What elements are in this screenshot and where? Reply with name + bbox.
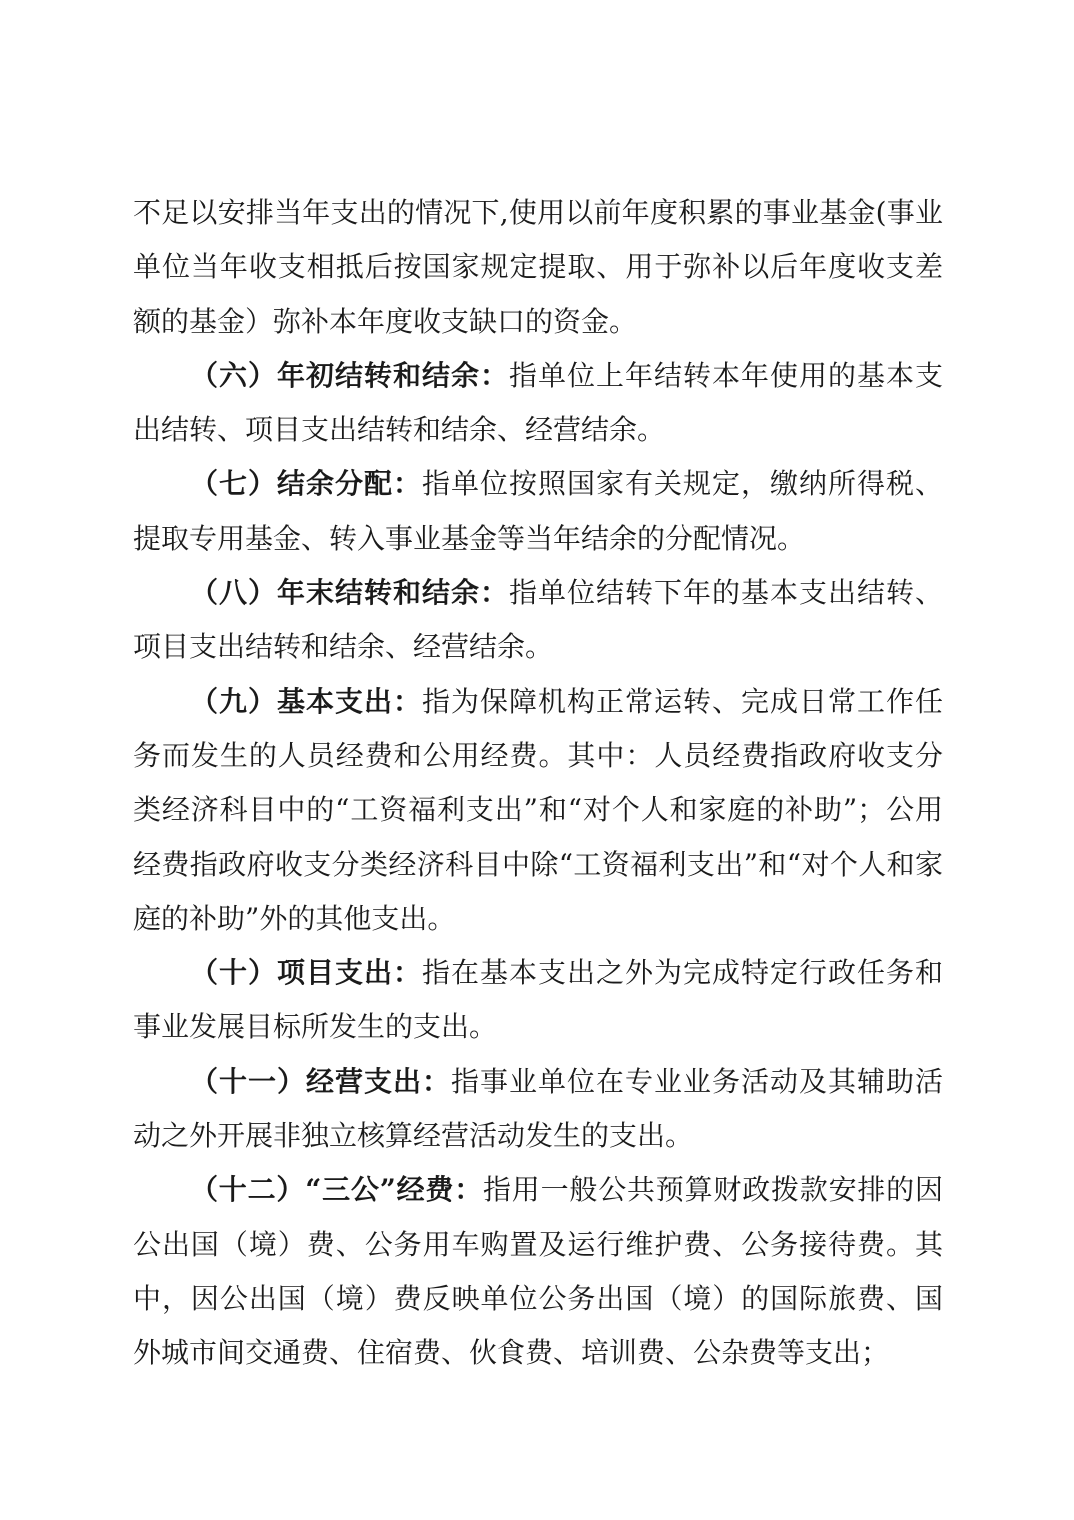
term-heading: （七）结余分配： [190,467,422,501]
paragraph-body: 指事业单位在专业业务活动及其辅助活动之外开展非独立核算经营活动发生的支出。 [133,1064,943,1153]
paragraph-body: 指单位按照国家有关规定，缴纳所得税、提取专用基金、转入事业基金等当年结余的分配情况。 [133,467,943,555]
term-heading: （十）项目支出： [190,956,422,990]
paragraph-body: 指用一般公共预算财政拨款安排的因公出国（境）费、公务用车购置及运行维护费、公务接待费。其中，因公出国（境）费反映单位公务出国（境）的国际旅费、国外城市间交通费、住宿费、伙食费、培训费、公杂费等支出； [133,1173,943,1370]
term-heading: （十一）经营支出： [190,1064,451,1098]
paragraph-year-start-carryover [133,349,943,458]
term-heading: （八）年末结转和结余： [190,576,509,610]
paragraph-basic-expenditure [133,675,943,946]
paragraph-body: 指在基本支出之外为完成特定行政任务和事业发展目标所发生的支出。 [133,956,943,1044]
paragraph-body: 指单位上年结转本年使用的基本支出结转、项目支出结转和结余、经营结余。 [133,358,943,447]
paragraph-project-expenditure [133,946,943,1055]
term-heading: （十二）“三公”经费： [190,1173,483,1207]
paragraph-body: 不足以安排当年支出的情况下,使用以前年度积累的事业基金(事业单位当年收支相抵后按国家规定提取、用于弥补以后年度收支差额的基金）弥补本年度收支缺口的资金。 [133,196,943,338]
paragraph-operating-expenditure [133,1055,943,1164]
paragraph-body: 指单位结转下年的基本支出结转、项目支出结转和结余、经营结余。 [133,576,943,664]
paragraph-year-end-carryover [133,566,943,675]
paragraph-surplus-distribution [133,457,943,566]
term-heading: （九）基本支出： [190,684,422,718]
paragraph-three-public-expenses [133,1163,943,1380]
term-heading: （六）年初结转和结余： [190,358,509,392]
document-body [133,186,943,1381]
paragraph-continuation [133,186,943,349]
paragraph-body: 指为保障机构正常运转、完成日常工作任务而发生的人员经费和公用经费。其中：人员经费指政府收支分类经济科目中的“工资福利支出”和“对个人和家庭的补助”；公用经费指政府收支分类经济科目中除“工资福利支出”和“对个人和家庭的补助”外的其他支出。 [133,684,943,935]
